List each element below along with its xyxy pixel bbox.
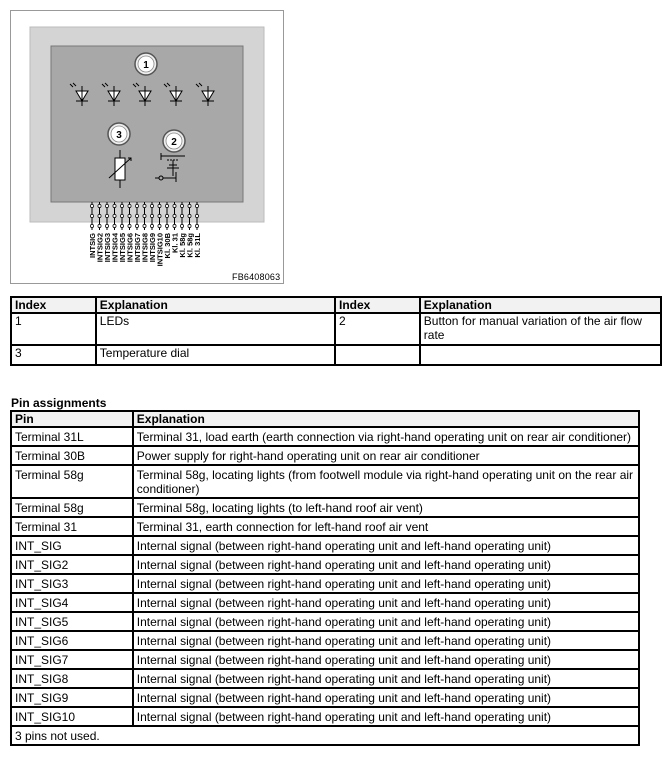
table-row [11, 536, 639, 555]
explanation-cell: LEDs [96, 313, 335, 345]
svg-text:2: 2 [171, 137, 177, 148]
table-row [11, 313, 661, 345]
table-row [11, 593, 639, 612]
header-explanation-2: Explanation [420, 297, 661, 313]
pin-label: INTSIG7 [133, 233, 142, 263]
table-row [11, 555, 639, 574]
table-row [11, 574, 639, 593]
svg-text:1: 1 [143, 60, 149, 71]
explanation-cell: Internal signal (between right-hand operating unit and left-hand operating unit) [133, 650, 639, 669]
table-row [11, 345, 661, 365]
callout-3 [108, 123, 130, 145]
index-cell: 2 [335, 313, 420, 345]
pin-label: INTSIG9 [148, 233, 157, 263]
operating-unit-diagram [10, 10, 284, 284]
pin-cell: INT_SIG5 [11, 612, 133, 631]
explanation-cell: Terminal 31, load earth (earth connection via right-hand operating unit on rear air conditioner) [133, 427, 639, 446]
explanation-cell: Terminal 58g, locating lights (from footwell module via right-hand operating unit on the rear air conditioner) [133, 465, 639, 498]
explanation-cell: Terminal 58g, locating lights (to left-hand roof air vent) [133, 498, 639, 517]
figure-id: FB6408063 [232, 272, 281, 282]
pin-cell: INT_SIG2 [11, 555, 133, 574]
pin-label: INTSIG10 [155, 233, 165, 267]
pin-cell: Terminal 58g [11, 498, 133, 517]
header-index-1: Index [11, 297, 96, 313]
explanation-cell: Internal signal (between right-hand operating unit and left-hand operating unit) [133, 707, 639, 726]
table-row [11, 517, 639, 536]
pin-label: INTSIG6 [125, 233, 135, 263]
pin-label: INTSIG5 [118, 233, 127, 263]
index-cell: 1 [11, 313, 96, 345]
pin-cell: INT_SIG10 [11, 707, 133, 726]
pin-label: INTSIG2 [95, 233, 105, 263]
pin-label: Kl. 58g [178, 233, 187, 258]
explanation-cell: Internal signal (between right-hand operating unit and left-hand operating unit) [133, 669, 639, 688]
pin-label: INTSIG3 [103, 233, 112, 263]
table-row [11, 726, 639, 745]
pin-cell: INT_SIG9 [11, 688, 133, 707]
table-row [11, 465, 639, 498]
explanation-cell: Internal signal (between right-hand operating unit and left-hand operating unit) [133, 631, 639, 650]
explanation-cell: Internal signal (between right-hand operating unit and left-hand operating unit) [133, 574, 639, 593]
svg-text:3: 3 [116, 130, 122, 141]
pin-label: Kl. 58g [185, 233, 195, 258]
explanation-cell: Internal signal (between right-hand operating unit and left-hand operating unit) [133, 593, 639, 612]
index-cell: 3 [11, 345, 96, 365]
callout-1 [135, 53, 157, 75]
table-row [11, 650, 639, 669]
explanation-cell: Internal signal (between right-hand operating unit and left-hand operating unit) [133, 688, 639, 707]
table-row [11, 427, 639, 446]
callout-2 [163, 130, 185, 152]
table-row [11, 707, 639, 726]
pin-cell: INT_SIG4 [11, 593, 133, 612]
table-row [11, 498, 639, 517]
index-cell [335, 345, 420, 365]
index-table-header [11, 297, 661, 313]
pin-assignments-heading: Pin assignments [11, 396, 107, 410]
table-row [11, 612, 639, 631]
explanation-cell: Terminal 31, earth connection for left-hand roof air vent [133, 517, 639, 536]
pin-label: INTSIG [88, 233, 97, 259]
table-row [11, 669, 639, 688]
pin-label: Kl. 30B [163, 233, 172, 259]
explanation-cell: Power supply for right-hand operating unit on rear air conditioner [133, 446, 639, 465]
table-row [11, 446, 639, 465]
header-explanation-1: Explanation [96, 297, 335, 313]
explanation-cell: Internal signal (between right-hand operating unit and left-hand operating unit) [133, 555, 639, 574]
pin-label: Kl. 31 [170, 233, 180, 254]
table-row [11, 631, 639, 650]
pin-label: INTSIG4 [110, 233, 120, 263]
pin-table-header [11, 411, 639, 427]
explanation-cell: Internal signal (between right-hand operating unit and left-hand operating unit) [133, 536, 639, 555]
pin-label: Kl. 31L [193, 233, 202, 258]
header-index-2: Index [335, 297, 420, 313]
explanation-cell [420, 345, 661, 365]
pin-cell: INT_SIG3 [11, 574, 133, 593]
header-pin: Pin [11, 411, 133, 427]
pin-cell: Terminal 58g [11, 465, 133, 498]
pin-cell: INT_SIG7 [11, 650, 133, 669]
pin-label: INTSIG8 [140, 233, 150, 263]
pin-cell: Terminal 31L [11, 427, 133, 446]
unused-pins-note: 3 pins not used. [11, 726, 639, 745]
pin-cell: INT_SIG6 [11, 631, 133, 650]
header-explanation: Explanation [133, 411, 639, 427]
pin-cell: Terminal 30B [11, 446, 133, 465]
explanation-cell: Temperature dial [96, 345, 335, 365]
pin-assignments-table [10, 410, 640, 746]
pin-cell: Terminal 31 [11, 517, 133, 536]
explanation-cell: Button for manual variation of the air flow rate [420, 313, 661, 345]
table-row [11, 688, 639, 707]
pin-cell: INT_SIG [11, 536, 133, 555]
index-table [10, 296, 662, 366]
pin-cell: INT_SIG8 [11, 669, 133, 688]
explanation-cell: Internal signal (between right-hand operating unit and left-hand operating unit) [133, 612, 639, 631]
